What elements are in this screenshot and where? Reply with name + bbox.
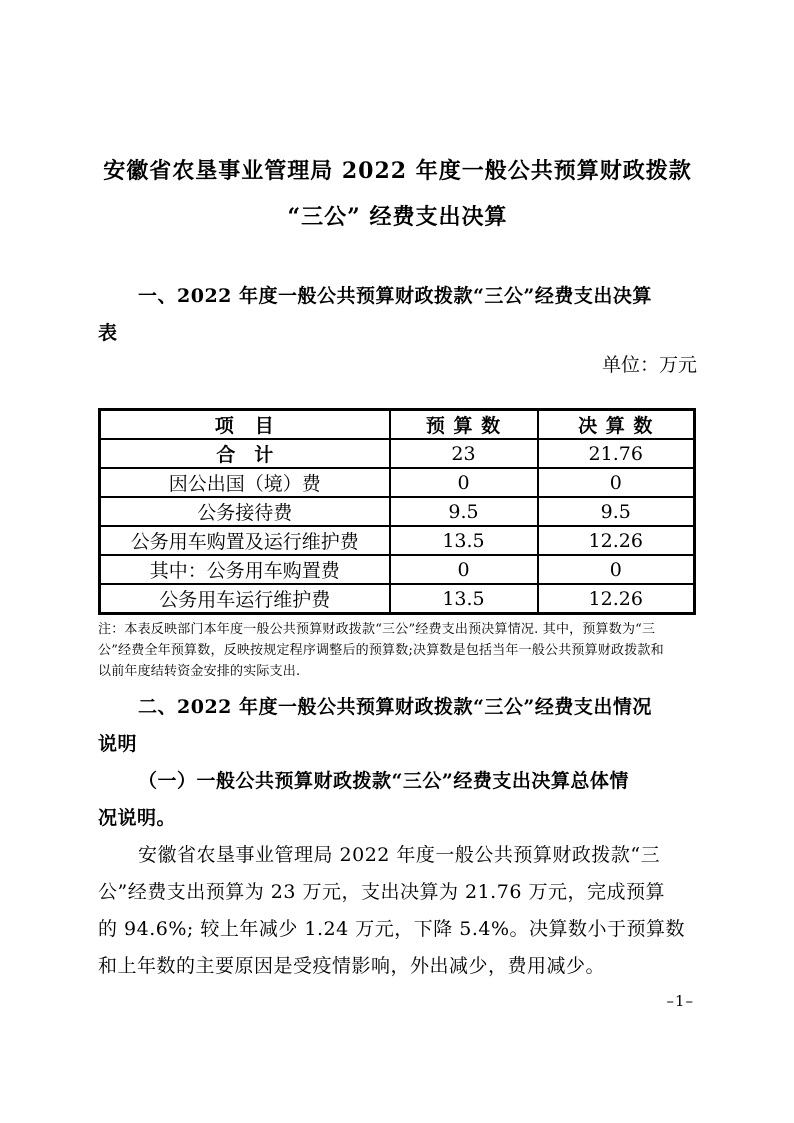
footnote-line-1: 注：本表反映部门本年度一般公共预算财政拨款“三公”经费支出预决算情况. 其中，预算数为“三 xyxy=(98,622,656,637)
row-item-label: 其中：公务用车购置费 xyxy=(100,555,390,584)
row-final-value: 12.26 xyxy=(538,584,695,614)
document-title xyxy=(98,148,697,240)
footnote-line-2: 公”经费全年预算数，反映按规定程序调整后的预算数;决算数是包括当年一般公共预算财政拨款和 xyxy=(98,643,664,658)
subsection-1-heading-line-2: 况说明。 xyxy=(98,807,177,829)
column-header-item: 项 目 xyxy=(100,410,390,440)
title-line-1: 安徽省农垦事业管理局 2022 年度一般公共预算财政拨款 xyxy=(103,158,692,184)
row-item-label: 因公出国（境）费 xyxy=(100,468,390,497)
row-budget-value: 23 xyxy=(390,439,538,468)
table-footnote xyxy=(98,619,697,682)
row-budget-value: 13.5 xyxy=(390,584,538,614)
body-paragraph xyxy=(98,837,697,985)
row-final-value: 9.5 xyxy=(538,497,695,526)
paragraph-line-1: 安徽省农垦事业管理局 2022 年度一般公共预算财政拨款“三 xyxy=(138,844,661,866)
table-row xyxy=(100,584,695,614)
row-final-value: 21.76 xyxy=(538,439,695,468)
row-item-label: 公务用车购置及运行维护费 xyxy=(100,526,390,555)
subsection-1-heading xyxy=(98,763,697,837)
section-2-heading xyxy=(98,689,697,763)
row-item-label: 公务用车运行维护费 xyxy=(100,584,390,614)
row-final-value: 12.26 xyxy=(538,526,695,555)
footnote-line-3: 以前年度结转资金安排的实际支出. xyxy=(98,664,301,679)
title-line-2: “三公” 经费支出决算 xyxy=(287,204,508,230)
row-budget-value: 0 xyxy=(390,468,538,497)
table-row xyxy=(100,468,695,497)
three-public-expenditure-table xyxy=(98,408,696,615)
section-1-heading xyxy=(98,278,697,352)
section-1-heading-line-1: 一、2022 年度一般公共预算财政拨款“三公”经费支出决算 xyxy=(138,285,652,307)
paragraph-line-4: 和上年数的主要原因是受疫情影响，外出减少，费用减少。 xyxy=(98,955,606,977)
row-item-label: 合 计 xyxy=(100,439,390,468)
column-header-final: 决 算 数 xyxy=(538,410,695,440)
subsection-1-heading-line-1: （一）一般公共预算财政拨款“三公”经费支出决算总体情 xyxy=(138,770,629,792)
table-row xyxy=(100,555,695,584)
table-row xyxy=(100,526,695,555)
row-budget-value: 9.5 xyxy=(390,497,538,526)
unit-label: 单位：万元 xyxy=(601,354,697,376)
table-row-total xyxy=(100,439,695,468)
table-row xyxy=(100,497,695,526)
row-final-value: 0 xyxy=(538,468,695,497)
section-2-heading-line-1: 二、2022 年度一般公共预算财政拨款“三公”经费支出情况 xyxy=(138,696,652,718)
row-budget-value: 0 xyxy=(390,555,538,584)
row-item-label: 公务接待费 xyxy=(100,497,390,526)
page-number: –1– xyxy=(666,992,694,1010)
column-header-budget: 预 算 数 xyxy=(390,410,538,440)
section-1-heading-line-2: 表 xyxy=(98,322,118,344)
paragraph-line-2: 公”经费支出预算为 23 万元，支出决算为 21.76 万元，完成预算 xyxy=(98,881,665,903)
table-header-row xyxy=(100,410,695,440)
section-2-heading-line-2: 说明 xyxy=(98,733,138,755)
row-budget-value: 13.5 xyxy=(390,526,538,555)
row-final-value: 0 xyxy=(538,555,695,584)
paragraph-line-3: 的 94.6%; 较上年减少 1.24 万元，下降 5.4%。决算数小于预算数 xyxy=(98,918,686,940)
